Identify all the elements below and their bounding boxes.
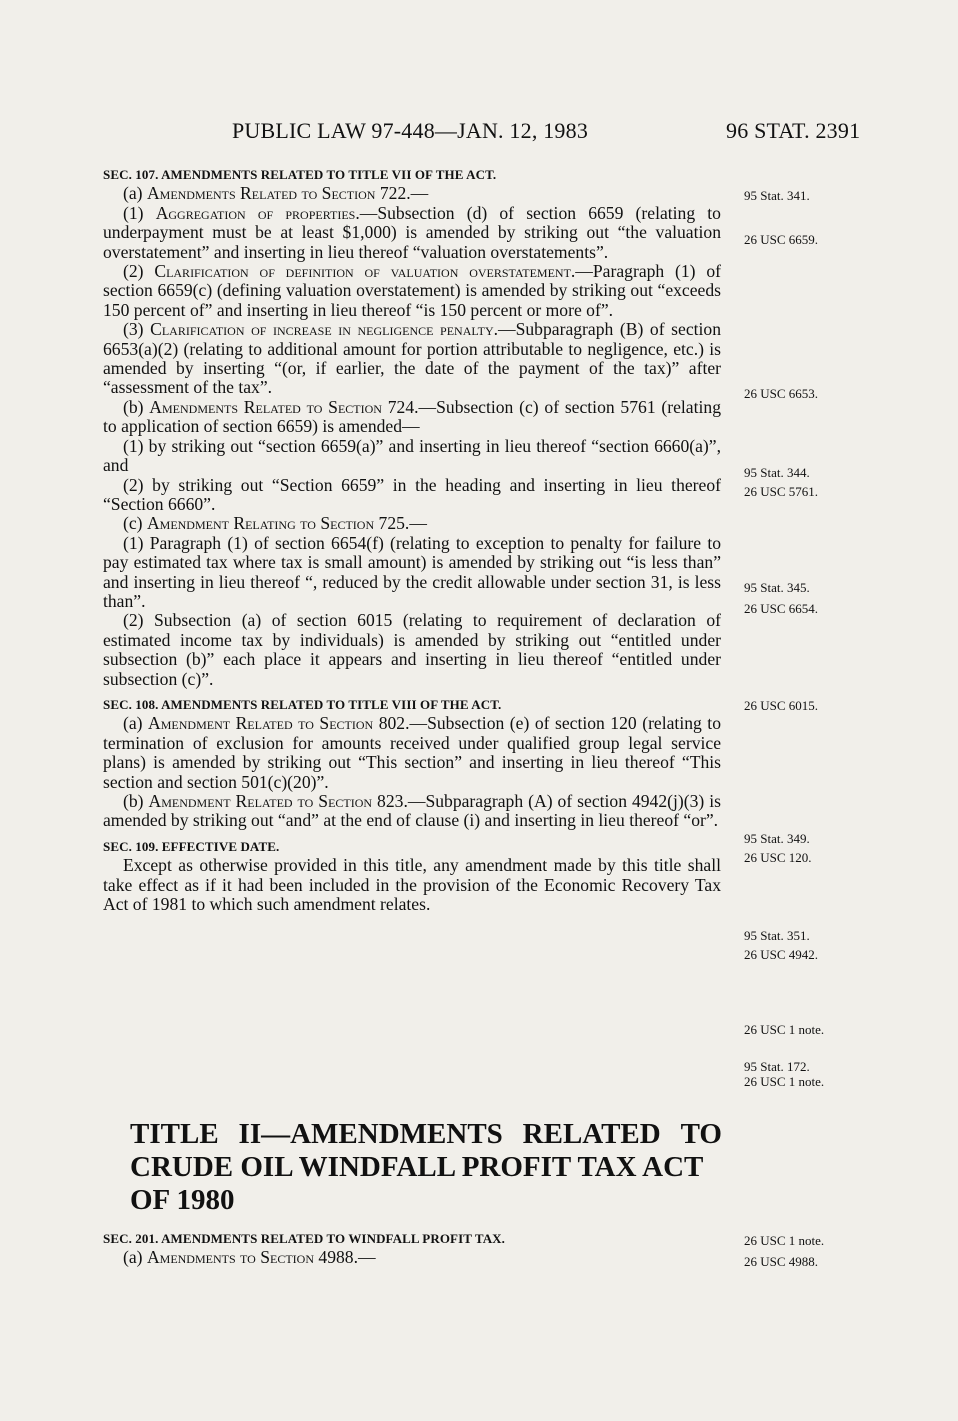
subsection-107c: (c) Amendment Relating to Section 725.— <box>123 513 427 534</box>
margin-note: 26 USC 1 note. <box>744 1074 825 1089</box>
section-201-block <box>103 1229 721 1268</box>
running-header-right: 96 STAT. 2391 <box>726 118 861 143</box>
section-108-heading: SEC. 108. AMENDMENTS RELATED TO TITLE VIII OF THE ACT. <box>103 696 502 712</box>
section-107-heading: SEC. 107. AMENDMENTS RELATED TO TITLE VII OF THE ACT. <box>103 167 497 182</box>
margin-note: 26 USC 6015. <box>744 698 819 713</box>
subsection-107b: (b) Amendments Related to Section 724.—Subsection (c) of section 5761 (relating to application of section 6659) is amended— <box>103 396 721 437</box>
margin-note: 26 USC 6654. <box>744 601 819 616</box>
paragraph-107c2: (2) Subsection (a) of section 6015 (relating to requirement of declaration of estimated income tax by individuals) is amended by striking out “entitled under subsection (b)” each place it appears and inserting in lieu thereof “entitled under subsection (c)”. <box>103 610 721 689</box>
margin-note: 95 Stat. 351. <box>744 928 810 943</box>
main-text-column <box>103 165 721 914</box>
paragraph-107a2: (2) Clarification of definition of valuation overstatement.—Paragraph (1) of section 6659(c) (defining valuation overstatement) is amended by striking out “exceeds 150 percent of” and inserting in lieu thereof “is 150 percent or more of”. <box>103 261 721 320</box>
margin-note: 95 Stat. 341. <box>744 188 810 203</box>
margin-note: 26 USC 5761. <box>744 484 819 499</box>
margin-note: 95 Stat. 349. <box>744 831 810 846</box>
title-ii-line-2: CRUDE OIL WINDFALL PROFIT TAX ACT <box>130 1151 704 1183</box>
subsection-201a: (a) Amendments to Section 4988.— <box>123 1247 376 1268</box>
title-ii-line-3: OF 1980 <box>130 1184 235 1216</box>
margin-note: 26 USC 6659. <box>744 232 819 247</box>
margin-note: 26 USC 1 note. <box>744 1233 825 1248</box>
subsection-108b: (b) Amendment Related to Section 823.—Subparagraph (A) of section 4942(j)(3) is amended by striking out “and” at the end of clause (i) and inserting in lieu thereof “or”. <box>103 791 721 831</box>
section-109-text: Except as otherwise provided in this title, any amendment made by this title shall take effect as if it had been included in the provision of the Economic Recovery Tax Act of 1981 to which such amendment relates. <box>103 855 721 915</box>
subsection-107a: (a) Amendments Related to Section 722.— <box>123 183 429 204</box>
margin-note: 26 USC 4988. <box>744 1254 819 1269</box>
margin-note: 26 USC 6653. <box>744 386 819 401</box>
margin-note: 26 USC 4942. <box>744 947 819 962</box>
margin-note: 95 Stat. 345. <box>744 580 810 595</box>
paragraph-107a1: (1) Aggregation of properties.—Subsection (d) of section 6659 (relating to underpayment must be at least $1,000) is amended by striking out “the valuation overstatement” and inserting in lieu thereof “valuation overstatements”. <box>103 202 721 262</box>
section-201-heading: SEC. 201. AMENDMENTS RELATED TO WINDFALL PROFIT TAX. <box>103 1231 506 1246</box>
margin-note: 95 Stat. 172. <box>744 1059 810 1074</box>
title-ii-heading <box>130 1118 722 1217</box>
margin-note: 26 USC 120. <box>744 850 812 865</box>
paragraph-107b2: (2) by striking out “Section 6659” in the heading and inserting in lieu thereof “Section 6660”. <box>103 474 721 514</box>
section-109-heading: SEC. 109. EFFECTIVE DATE. <box>103 838 280 854</box>
margin-note: 95 Stat. 344. <box>744 465 810 480</box>
subsection-108a: (a) Amendment Related to Section 802.—Subsection (e) of section 120 (relating to termination of exclusion for amounts received under qualified group legal service plans) is amended by striking out “This section” and inserting in lieu thereof “This section and section 501(c)(20)”. <box>103 713 721 792</box>
running-header-left: PUBLIC LAW 97-448—JAN. 12, 1983 <box>232 118 589 143</box>
paragraph-107b1: (1) by striking out “section 6659(a)” and inserting in lieu thereof “section 6660(a)”, and <box>103 435 721 476</box>
margin-note: 26 USC 1 note. <box>744 1022 825 1037</box>
paragraph-107a3: (3) Clarification of increase in negligence penalty.—Subparagraph (B) of section 6653(a)(2) (relating to additional amount for portion attributable to negligence, etc.) is amended by inserting “(or, if earlier, the date of the payment of the tax)” after “assessment of the tax”. <box>103 319 721 398</box>
title-ii-line-1: TITLE II—AMENDMENTS RELATED TO <box>130 1118 722 1150</box>
paragraph-107c1: (1) Paragraph (1) of section 6654(f) (relating to exception to penalty for failure to pay estimated tax where tax is small amount) is amended by striking out “is less than” and inserting in lieu thereof “, reduced by the credit allowable under section 31, is less than”. <box>103 532 721 611</box>
